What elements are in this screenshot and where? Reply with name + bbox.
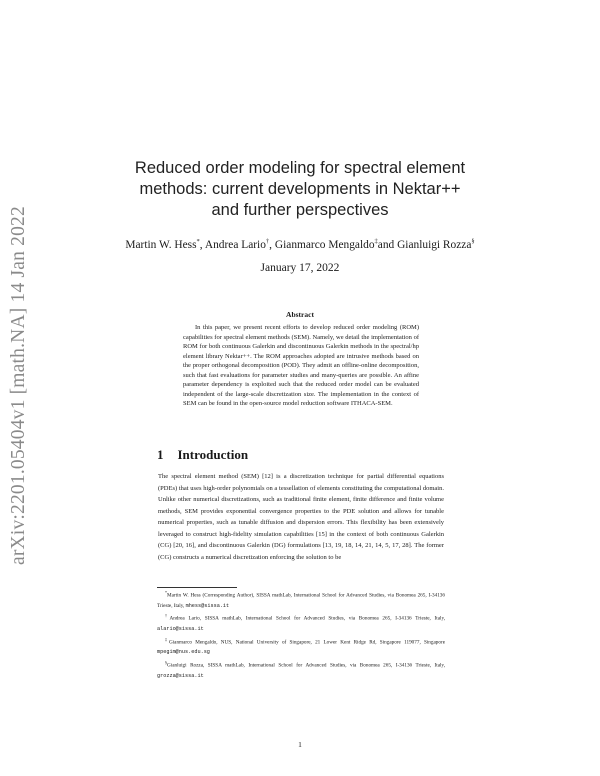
footnote-mark: § [165,659,167,665]
author-separator: , [199,238,205,251]
author-name: Martin W. Hess [125,238,197,251]
author-footnote-mark: † [265,238,270,245]
paper-title: Reduced order modeling for spectral element methods: current developments in Nektar++ and further perspectives [134,159,466,219]
section-heading [157,447,248,463]
introduction-body: The spectral element method (SEM) [12] is a discretization technique for partial differential equations (PDEs) that uses high-order polynomials on a tessellation of elements constituting the computational domain. Unlike other numerical discretizations, such as traditional finite element, finite difference and finite volume methods, SEM provides exponential convergence properties to the PDE solution and allows for tunable numerical properties, such as tunable diffusion and dispersion errors. This flexibility has been extensively leveraged to construct high-fidelity simulation capabilities [15] in the context of both continuous Galerkin (CG) [20, 16], and discontinuous Galerkin (DG) formulations [13, 19, 18, 14, 21, 14, 5, 17, 28]. The former (CG) constructs a numerical discretization enforcing the solution to be [158,473,444,561]
author-name: Gianmarco Mengaldo [274,238,375,251]
footnote-text: Martin W. Hess (Corresponding Author), SISSA mathLab, International School for Advanced Studies, via Bonomea 265, I-34136 Trieste, Italy, [157,592,445,609]
footnote-email: mhess@sissa.it [185,602,230,609]
footnote-mark: ‡ [165,636,169,642]
footnote-text: Andrea Lario, SISSA mathLab, International School for Advanced Studies, via Bonomea 265, I-34136 Trieste, Italy, [169,616,446,623]
footnote-mark: † [165,613,170,619]
section-number: 1 [157,447,164,462]
footnote-email: grozza@sissa.it [157,672,204,679]
footnote-email: alario@sissa.it [157,625,204,632]
footnotes [157,588,445,681]
footnote-text: Gianmarco Mengaldo, NUS, National University of Singapore, 21 Lower Kent Ridge Rd, Singapore 119077, Singapore [168,639,446,646]
footnote [157,658,445,681]
page-number: 1 [298,740,302,749]
abstract-body: In this paper, we present recent efforts to develop reduced order modeling (ROM) capabilities for spectral element methods (SEM). Namely, we detail the implementation of ROM for both continuous Galerkin and discontinuous Galerkin methods in the spectral/hp element library Nektar++. The ROM approaches adopted are intrusive methods based on the proper orthogonal decomposition (POD). They admit an offline-online decomposition, such that fast evaluations for parameter studies and many-queries are possible. An affine parameter dependency is exploited such that the reduced order model can be evaluated independent of the large-scale discretization size. The implementation in the context of SEM can be found in the open-source model reduction software ITHACA-SEM. [183,324,419,407]
author-footnote-mark: § [471,238,475,245]
author-and: and [377,238,398,251]
footnote [157,611,445,634]
footnote [157,635,445,658]
footnote [157,588,445,611]
abstract-heading: Abstract [286,310,314,319]
footnote-email: mpegim@nus.edu.sg [157,649,210,656]
arxiv-identifier-stamp: arXiv:2201.05404v1 [math.NA] 14 Jan 2022 [8,206,29,565]
author-footnote-mark: * [196,238,200,245]
author-list [110,238,490,251]
author-name: Gianluigi Rozza [397,238,472,251]
author-footnote-mark: ‡ [374,238,378,245]
section-title: Introduction [177,447,249,462]
author-name: Andrea Lario [204,238,266,251]
footnote-text: Gianluigi Rozza, SISSA mathLab, International School for Advanced Studies, via Bonomea 265, I-34136 Trieste, Italy, [167,662,445,669]
footnote-mark: * [165,590,167,595]
publication-date: January 17, 2022 [260,262,340,274]
author-separator: , [269,238,275,251]
